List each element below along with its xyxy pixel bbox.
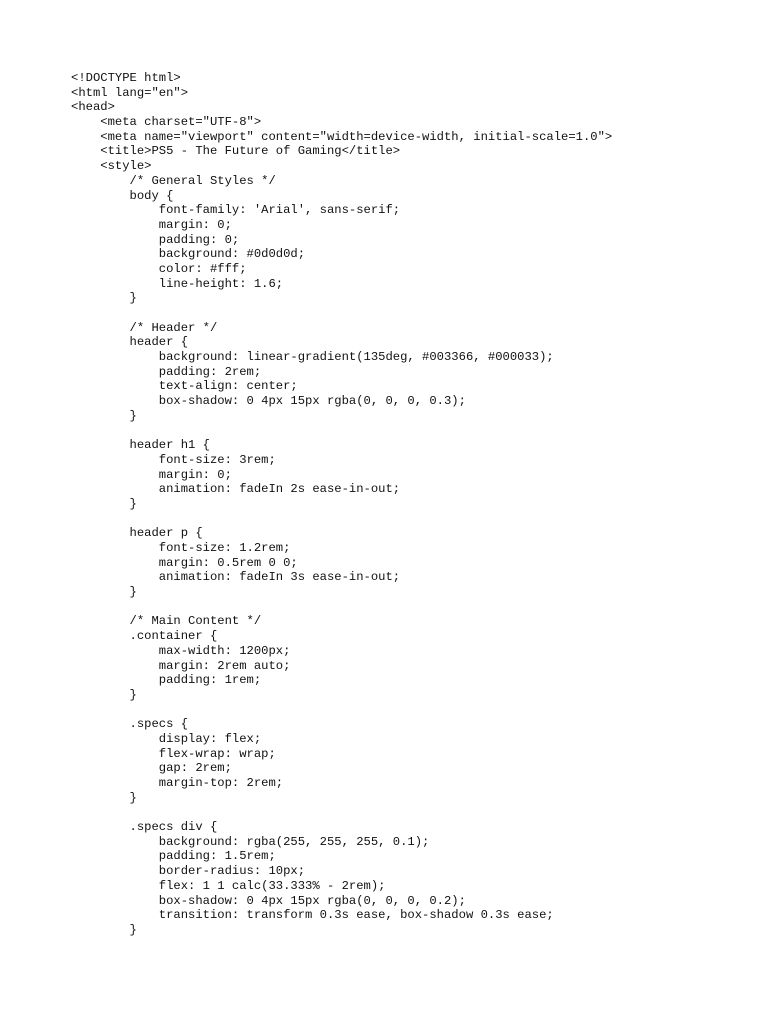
code-line: }: [71, 408, 137, 423]
code-line: line-height: 1.6;: [71, 276, 284, 291]
code-line: <html lang="en">: [71, 85, 189, 100]
code-line: margin: 0;: [71, 467, 232, 482]
code-line: }: [71, 585, 137, 600]
code-line: margin: 2rem auto;: [71, 658, 291, 673]
code-line: background: #0d0d0d;: [71, 247, 306, 262]
code-line: <meta name="viewport" content="width=device-width, initial-scale=1.0">: [71, 129, 613, 144]
code-line: border-radius: 10px;: [71, 864, 306, 879]
code-line: gap: 2rem;: [71, 761, 232, 776]
code-line: /* Main Content */: [71, 614, 262, 629]
code-line: [71, 306, 751, 321]
code-line: <style>: [71, 159, 152, 174]
code-line: }: [71, 291, 137, 306]
code-line: background: rgba(255, 255, 255, 0.1);: [71, 834, 430, 849]
code-line: transition: transform 0.3s ease, box-shadow 0.3s ease;: [71, 908, 554, 923]
code-line: }: [71, 496, 137, 511]
code-line: padding: 1.5rem;: [71, 849, 276, 864]
code-line: [71, 424, 751, 439]
code-line: }: [71, 790, 137, 805]
code-line: }: [71, 687, 137, 702]
code-line: margin: 0;: [71, 217, 232, 232]
code-line: color: #fff;: [71, 261, 247, 276]
code-line: header p {: [71, 526, 203, 541]
code-line: text-align: center;: [71, 379, 298, 394]
code-line: padding: 1rem;: [71, 673, 262, 688]
code-line: <!DOCTYPE html>: [71, 71, 181, 85]
code-line: [71, 805, 751, 820]
code-line: padding: 0;: [71, 232, 240, 247]
code-line: display: flex;: [71, 731, 262, 746]
code-line: [71, 512, 751, 527]
code-line: box-shadow: 0 4px 15px rgba(0, 0, 0, 0.2);: [71, 893, 466, 908]
code-line: <head>: [71, 100, 115, 115]
code-line: font-family: 'Arial', sans-serif;: [71, 203, 401, 218]
code-line: animation: fadeIn 3s ease-in-out;: [71, 570, 401, 585]
code-line: [71, 600, 751, 615]
code-line: max-width: 1200px;: [71, 643, 291, 658]
code-line: }: [71, 922, 137, 937]
code-line: box-shadow: 0 4px 15px rgba(0, 0, 0, 0.3);: [71, 394, 466, 409]
code-line: header h1 {: [71, 438, 210, 453]
code-line: margin: 0.5rem 0 0;: [71, 555, 298, 570]
code-listing: [71, 71, 751, 938]
code-line: .container {: [71, 629, 218, 644]
code-line: .specs div {: [71, 820, 218, 835]
code-line: .specs {: [71, 717, 189, 732]
code-line: padding: 2rem;: [71, 364, 262, 379]
code-line: body {: [71, 188, 174, 203]
code-line: font-size: 1.2rem;: [71, 541, 291, 555]
code-line: flex-wrap: wrap;: [71, 746, 276, 761]
code-line: /* Header */: [71, 320, 218, 335]
code-line: flex: 1 1 calc(33.333% - 2rem);: [71, 878, 386, 893]
code-line: animation: fadeIn 2s ease-in-out;: [71, 482, 401, 497]
code-line: font-size: 3rem;: [71, 452, 276, 467]
code-line: background: linear-gradient(135deg, #003366, #000033);: [71, 350, 554, 365]
code-line: <title>PS5 - The Future of Gaming</title>: [71, 144, 401, 159]
code-line: header {: [71, 335, 189, 350]
code-line: <meta charset="UTF-8">: [71, 115, 262, 130]
code-line: [71, 703, 751, 718]
code-line: margin-top: 2rem;: [71, 776, 284, 790]
code-line: /* General Styles */: [71, 173, 276, 188]
